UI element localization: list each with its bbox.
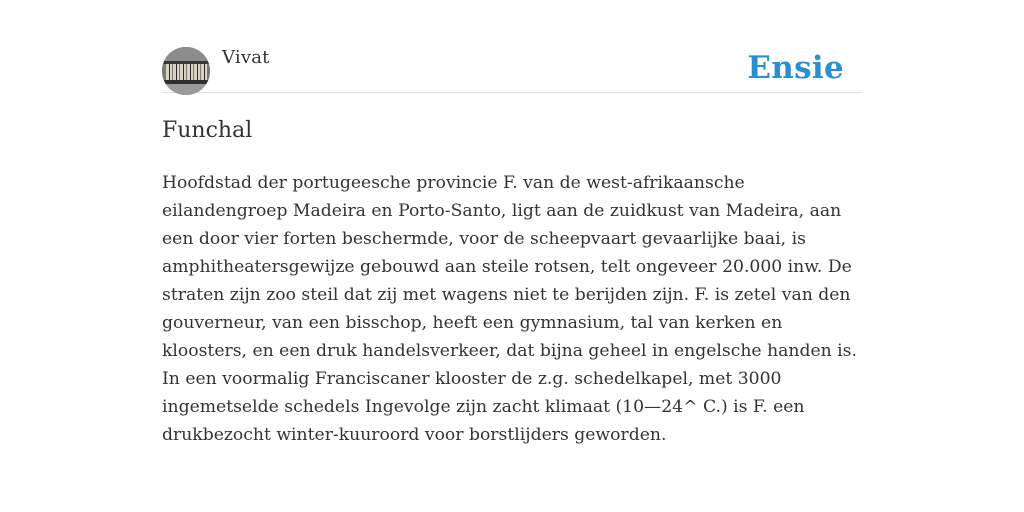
brand-logo[interactable]: Ensie	[747, 50, 844, 86]
entry-title: Funchal	[162, 118, 253, 143]
entry-header	[162, 40, 862, 93]
bookshelf-icon[interactable]	[162, 47, 210, 95]
entry-card	[162, 40, 862, 445]
entry-text: Hoofdstad der portugeesche provincie F. van de west-afrikaansche eilandengroep Madeira en Porto-Santo, ligt aan de zuidkust van Madeira, aan een door vier forten beschermde, voor de scheepvaart gevaarlijke baai, is amphitheatersgewijze gebouwd aan steile rotsen, telt ongeveer 20.000 inw. De straten zijn zoo steil dat zij met wagens niet te berijden zijn. F. is zetel van den gouverneur, van een bisschop, heeft een gymnasium, tal van kerken en kloosters, en een druk handelsverkeer, dat bijna geheel in engelsche handen is. In een voormalig Franciscaner klooster de z.g. schedelkapel, met 3000 ingemetselde schedels Ingevolge zijn zacht klimaat (10—24^ C.) is F. een drukbezocht winter-kuuroord voor borstlijders geworden.	[162, 173, 857, 445]
source-name[interactable]: Vivat	[222, 47, 270, 68]
